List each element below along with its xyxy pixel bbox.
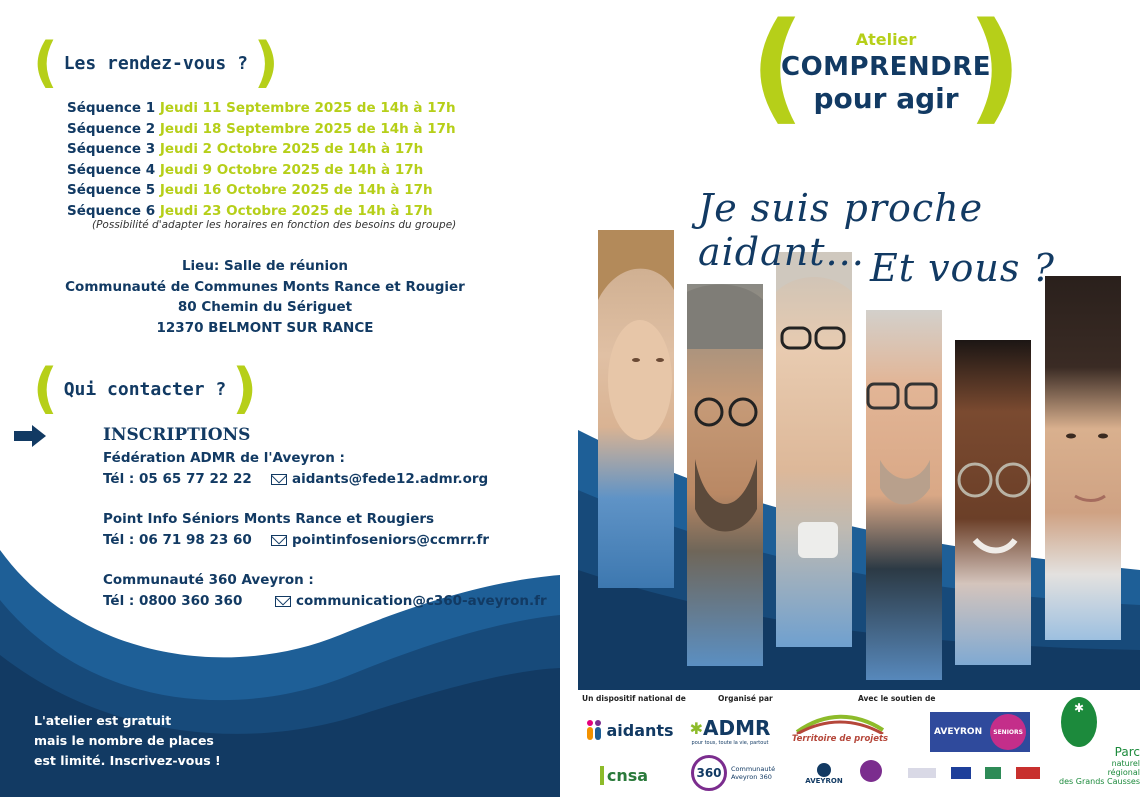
funder-logo xyxy=(985,767,1001,779)
aveyron-emblem-icon xyxy=(817,763,831,777)
portrait-photo xyxy=(687,284,763,666)
svg-text:✱: ✱ xyxy=(1073,701,1085,715)
left-panel xyxy=(0,0,560,797)
rdv-heading: ( Les rendez-vous ? ) xyxy=(33,31,279,94)
arrow-right-icon xyxy=(14,425,46,447)
sequence-item: Séquence 3 Jeudi 2 Octobre 2025 de 14h à 17h xyxy=(67,141,424,157)
location-line: 80 Chemin du Sériguet xyxy=(177,299,353,315)
contact-email[interactable]: communication@c360-aveyron.fr xyxy=(296,593,547,609)
aveyron-seniors-logo: AVEYRON SENIORS xyxy=(930,712,1030,752)
parc-logo: ✱ Parc naturel régional des Grands Causses xyxy=(1060,696,1140,794)
right-panel xyxy=(578,0,1140,797)
contact-email[interactable]: pointinfoseniors@ccmrr.fr xyxy=(292,532,490,548)
contact-heading: ( Qui contacter ? ) xyxy=(33,357,257,420)
contact-name: Fédération ADMR de l'Aveyron : xyxy=(103,450,345,466)
location-line: Communauté de Communes Monts Rance et Rougier xyxy=(65,278,465,295)
funder-logo xyxy=(908,768,936,778)
label-soutien: Avec le soutien de xyxy=(858,694,936,703)
atelier-logo: ( ) Atelier COMPRENDRE pour agir xyxy=(750,0,1022,137)
aidants-logo: aidants xyxy=(584,714,674,746)
rdv-heading-text: Les rendez-vous ? xyxy=(63,52,248,74)
label-dispositif: Un dispositif national de xyxy=(582,694,686,703)
contact-email[interactable]: aidants@fede12.admr.org xyxy=(292,471,489,487)
tagline-line2: Et vous ? xyxy=(870,246,1055,290)
portrait-photo xyxy=(598,230,674,588)
territoire-logo: Territoire de projets xyxy=(790,708,890,748)
hills-icon xyxy=(795,712,885,734)
portrait-photo xyxy=(776,252,852,647)
partners-area xyxy=(578,690,1140,797)
seal-icon xyxy=(860,760,882,782)
mail-icon xyxy=(271,474,287,485)
inscriptions-title: INSCRIPTIONS xyxy=(103,425,251,445)
location-line: 12370 BELMONT SUR RANCE xyxy=(156,319,374,336)
label-organise: Organisé par xyxy=(718,694,773,703)
region-logo xyxy=(1016,767,1040,779)
c360-logo: 360 Communauté Aveyron 360 xyxy=(688,754,784,792)
atelier-title: COMPRENDRE xyxy=(780,52,992,82)
location-block xyxy=(40,256,490,338)
contact-phone[interactable]: Tél : 06 71 98 23 60 xyxy=(103,532,252,548)
contact-heading-text: Qui contacter ? xyxy=(63,378,227,400)
sequence-item: Séquence 2 Jeudi 18 Septembre 2025 de 14h à 17h xyxy=(67,120,456,137)
admr-star-icon: ✱ xyxy=(689,718,703,738)
sequence-item: Séquence 6 Jeudi 23 Octobre 2025 de 14h à 17h xyxy=(67,202,433,219)
sequence-item: Séquence 1 Jeudi 11 Septembre 2025 de 14h à 17h xyxy=(67,100,456,116)
tagline-line1: Je suis proche aidant... xyxy=(698,186,984,274)
sequence-item: Séquence 5 Jeudi 16 Octobre 2025 de 14h à 17h xyxy=(67,182,433,198)
aveyron-logo: AVEYRON xyxy=(796,758,852,790)
funders-strip xyxy=(908,766,1040,780)
atelier-label: Atelier xyxy=(855,30,917,49)
admr-logo: ✱ ADMR pour tous, toute la vie, partout xyxy=(689,716,771,746)
contact-c360 xyxy=(103,570,547,612)
parc-icon xyxy=(1060,696,1098,748)
portrait-photo xyxy=(866,310,942,680)
sequence-item: Séquence 4 Jeudi 9 Octobre 2025 de 14h à 17h xyxy=(67,161,424,178)
eu-flag-icon xyxy=(951,767,971,779)
contact-phone[interactable]: Tél : 0800 360 360 xyxy=(103,593,243,609)
contact-admr xyxy=(103,448,488,490)
free-notice: L'atelier est gratuit mais le nombre de places est limité. Inscrivez-vous ! xyxy=(34,713,221,768)
schedule-note: (Possibilité d'adapter les horaires en fonction des besoins du groupe) xyxy=(92,219,457,231)
atelier-subtitle: pour agir xyxy=(813,82,959,115)
mail-icon xyxy=(275,596,291,607)
portrait-photo xyxy=(955,340,1031,665)
contact-name: Point Info Séniors Monts Rance et Rougiers xyxy=(103,511,435,527)
cnsa-logo: cnsa xyxy=(594,760,654,790)
portrait-photo xyxy=(1045,276,1121,640)
sequence-list xyxy=(67,98,456,221)
contact-name: Communauté 360 Aveyron : xyxy=(103,572,314,588)
aidants-icon xyxy=(584,718,604,742)
contact-phone[interactable]: Tél : 05 65 77 22 22 xyxy=(103,471,252,487)
location-line: Lieu: Salle de réunion xyxy=(181,258,349,274)
